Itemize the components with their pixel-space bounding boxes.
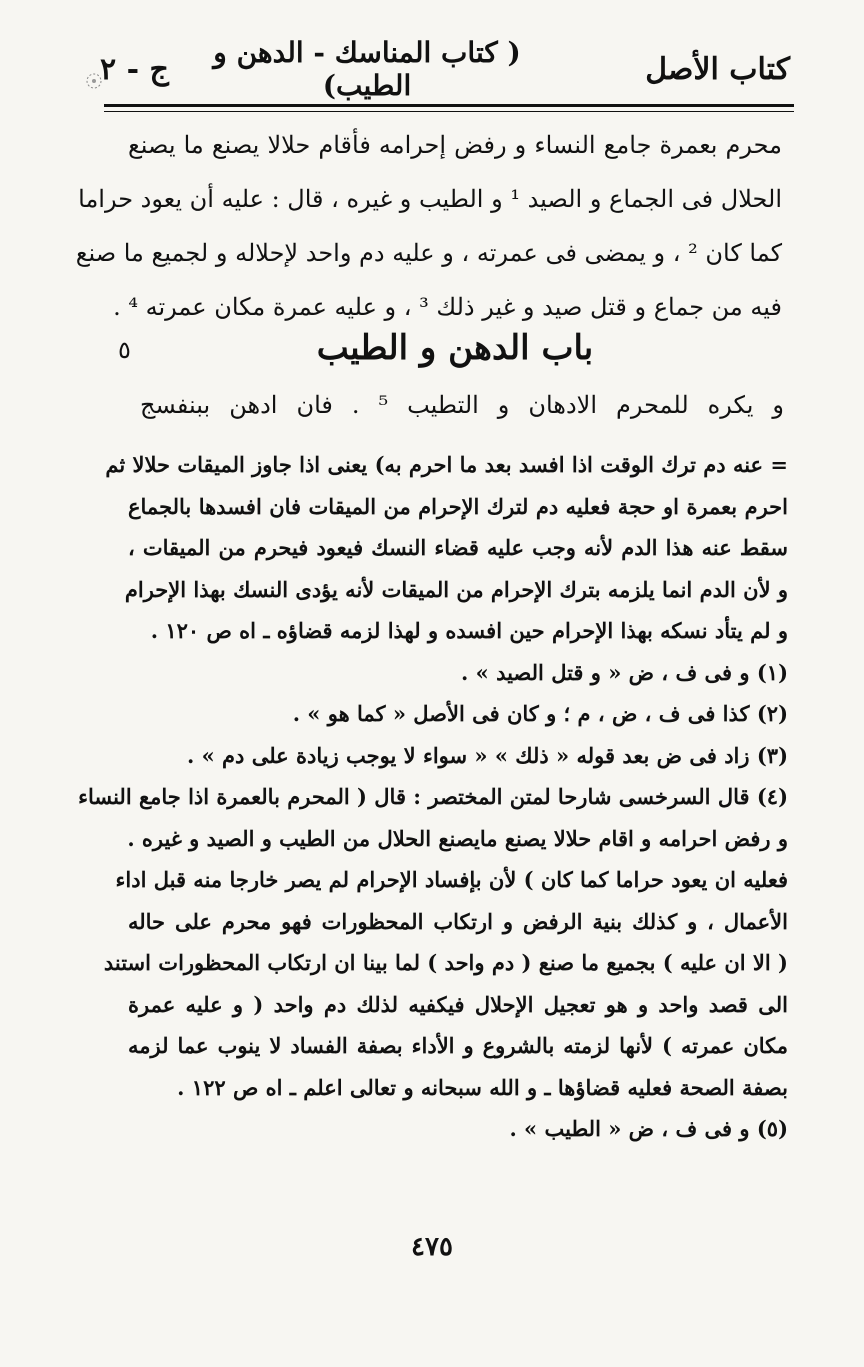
main-text-line: محرم بعمرة جامع النساء و رفض إحرامه فأقام حلالا يصنع ما يصنع [128,131,782,159]
chapter-intro-line: و يكره للمحرم الادهان و التطيب ⁵ . فان ادهن ببنفسج [140,391,784,419]
footnote-line: الأعمال ، و كذلك بنية الرفض و ارتكاب المحظورات فهو محرم على حاله [128,908,788,934]
footnote-line: سقط عنه هذا الدم لأنه وجب عليه قضاء النسك فيعود فيحرم من الميقات ، [128,535,788,560]
footnote-line: و لم يتأد نسكه بهذا الإحرام حين افسده و لهذا لزمه قضاؤه ـ اه ص ١٢٠ . [150,618,788,643]
footnote-line: احرم بعمرة او حجة فعليه دم لترك الإحرام من الميقات فان افسدها بالجماع [128,493,788,519]
footnote-line: بصفة الصحة فعليه قضاؤها ـ و الله سبحانه و تعالى اعلم ـ اه ص ١٢٢ . [177,1074,788,1100]
footnote-line: فعليه ان يعود حراما كما كان ) لأن بإفساد الإحرام لم يصر خارجا منه قبل اداء [115,867,788,892]
line-number: ٥ [118,336,131,364]
footnote-line: الى قصد واحد و هو تعجيل الإحلال فيكفيه لذلك دم واحد ( و عليه عمرة [128,991,788,1017]
book-title: كتاب الأصل [645,51,790,87]
footnote-line: و رفض احرامه و اقام حلالا يصنع مايصنع الحلال من الطيب و الصيد و غيره . [127,825,788,851]
main-text-line: كما كان ² ، و يمضى فى عمرته ، و عليه دم واحد لإحلاله و لجميع ما صنع [75,239,782,267]
footnotes [78,444,788,1150]
footnote-line: (٤) قال السرخسى شارحا لمتن المختصر : قال ( المحرم بالعمرة اذا جامع النساء [78,784,788,809]
main-text-line: الحلال فى الجماع و الصيد ¹ و الطيب و غيره ، قال : عليه أن يعود حراما [78,185,782,213]
footnote-line: = عنه دم ترك الوقت اذا افسد بعد ما احرم به) يعنى اذا جاوز الميقات حلالا ثم [105,452,788,477]
corner-ornament-icon [80,70,108,92]
volume-label: ج - ٢ [100,51,169,87]
footnote-line: و لأن الدم انما يلزمه بترك الإحرام من الميقات لأنه يؤدى النسك بهذا الإحرام [124,576,788,602]
section-title: ( كتاب المناسك - الدهن و الطيب) [213,36,521,102]
header-rule-thick [104,104,794,107]
footnote-line: (٣) زاد فى ض بعد قوله « ذلك » « سواء لا يوجب زيادة على دم » . [186,742,788,768]
main-text-line: فيه من جماع و قتل صيد و غير ذلك ³ ، و عليه عمرة مكان عمرته ⁴ . [113,293,782,321]
footnote-line: مكان عمرته ) لأنها لزمته بالشروع و الأداء بصفة الفساد لا ينوب عما لزمه [128,1033,788,1058]
footnote-line: (١) و فى ف ، ض « و قتل الصيد » . [461,659,788,685]
chapter-heading: باب الدهن و الطيب [316,328,594,368]
main-text [75,118,782,334]
page-number: ٤٧٥ [411,1232,453,1262]
footnote-line: (٥) و فى ف ، ض « الطيب » . [509,1116,788,1141]
footnote-line: (٢) كذا فى ف ، ض ، م ؛ و كان فى الأصل « كما هو » . [292,701,788,726]
footnote-line: ( الا ان عليه ) بجميع ما صنع ( دم واحد ) لما بينا ان ارتكاب المحظورات استند [103,950,788,975]
running-header [100,36,790,102]
header-rule-thin [104,111,794,112]
